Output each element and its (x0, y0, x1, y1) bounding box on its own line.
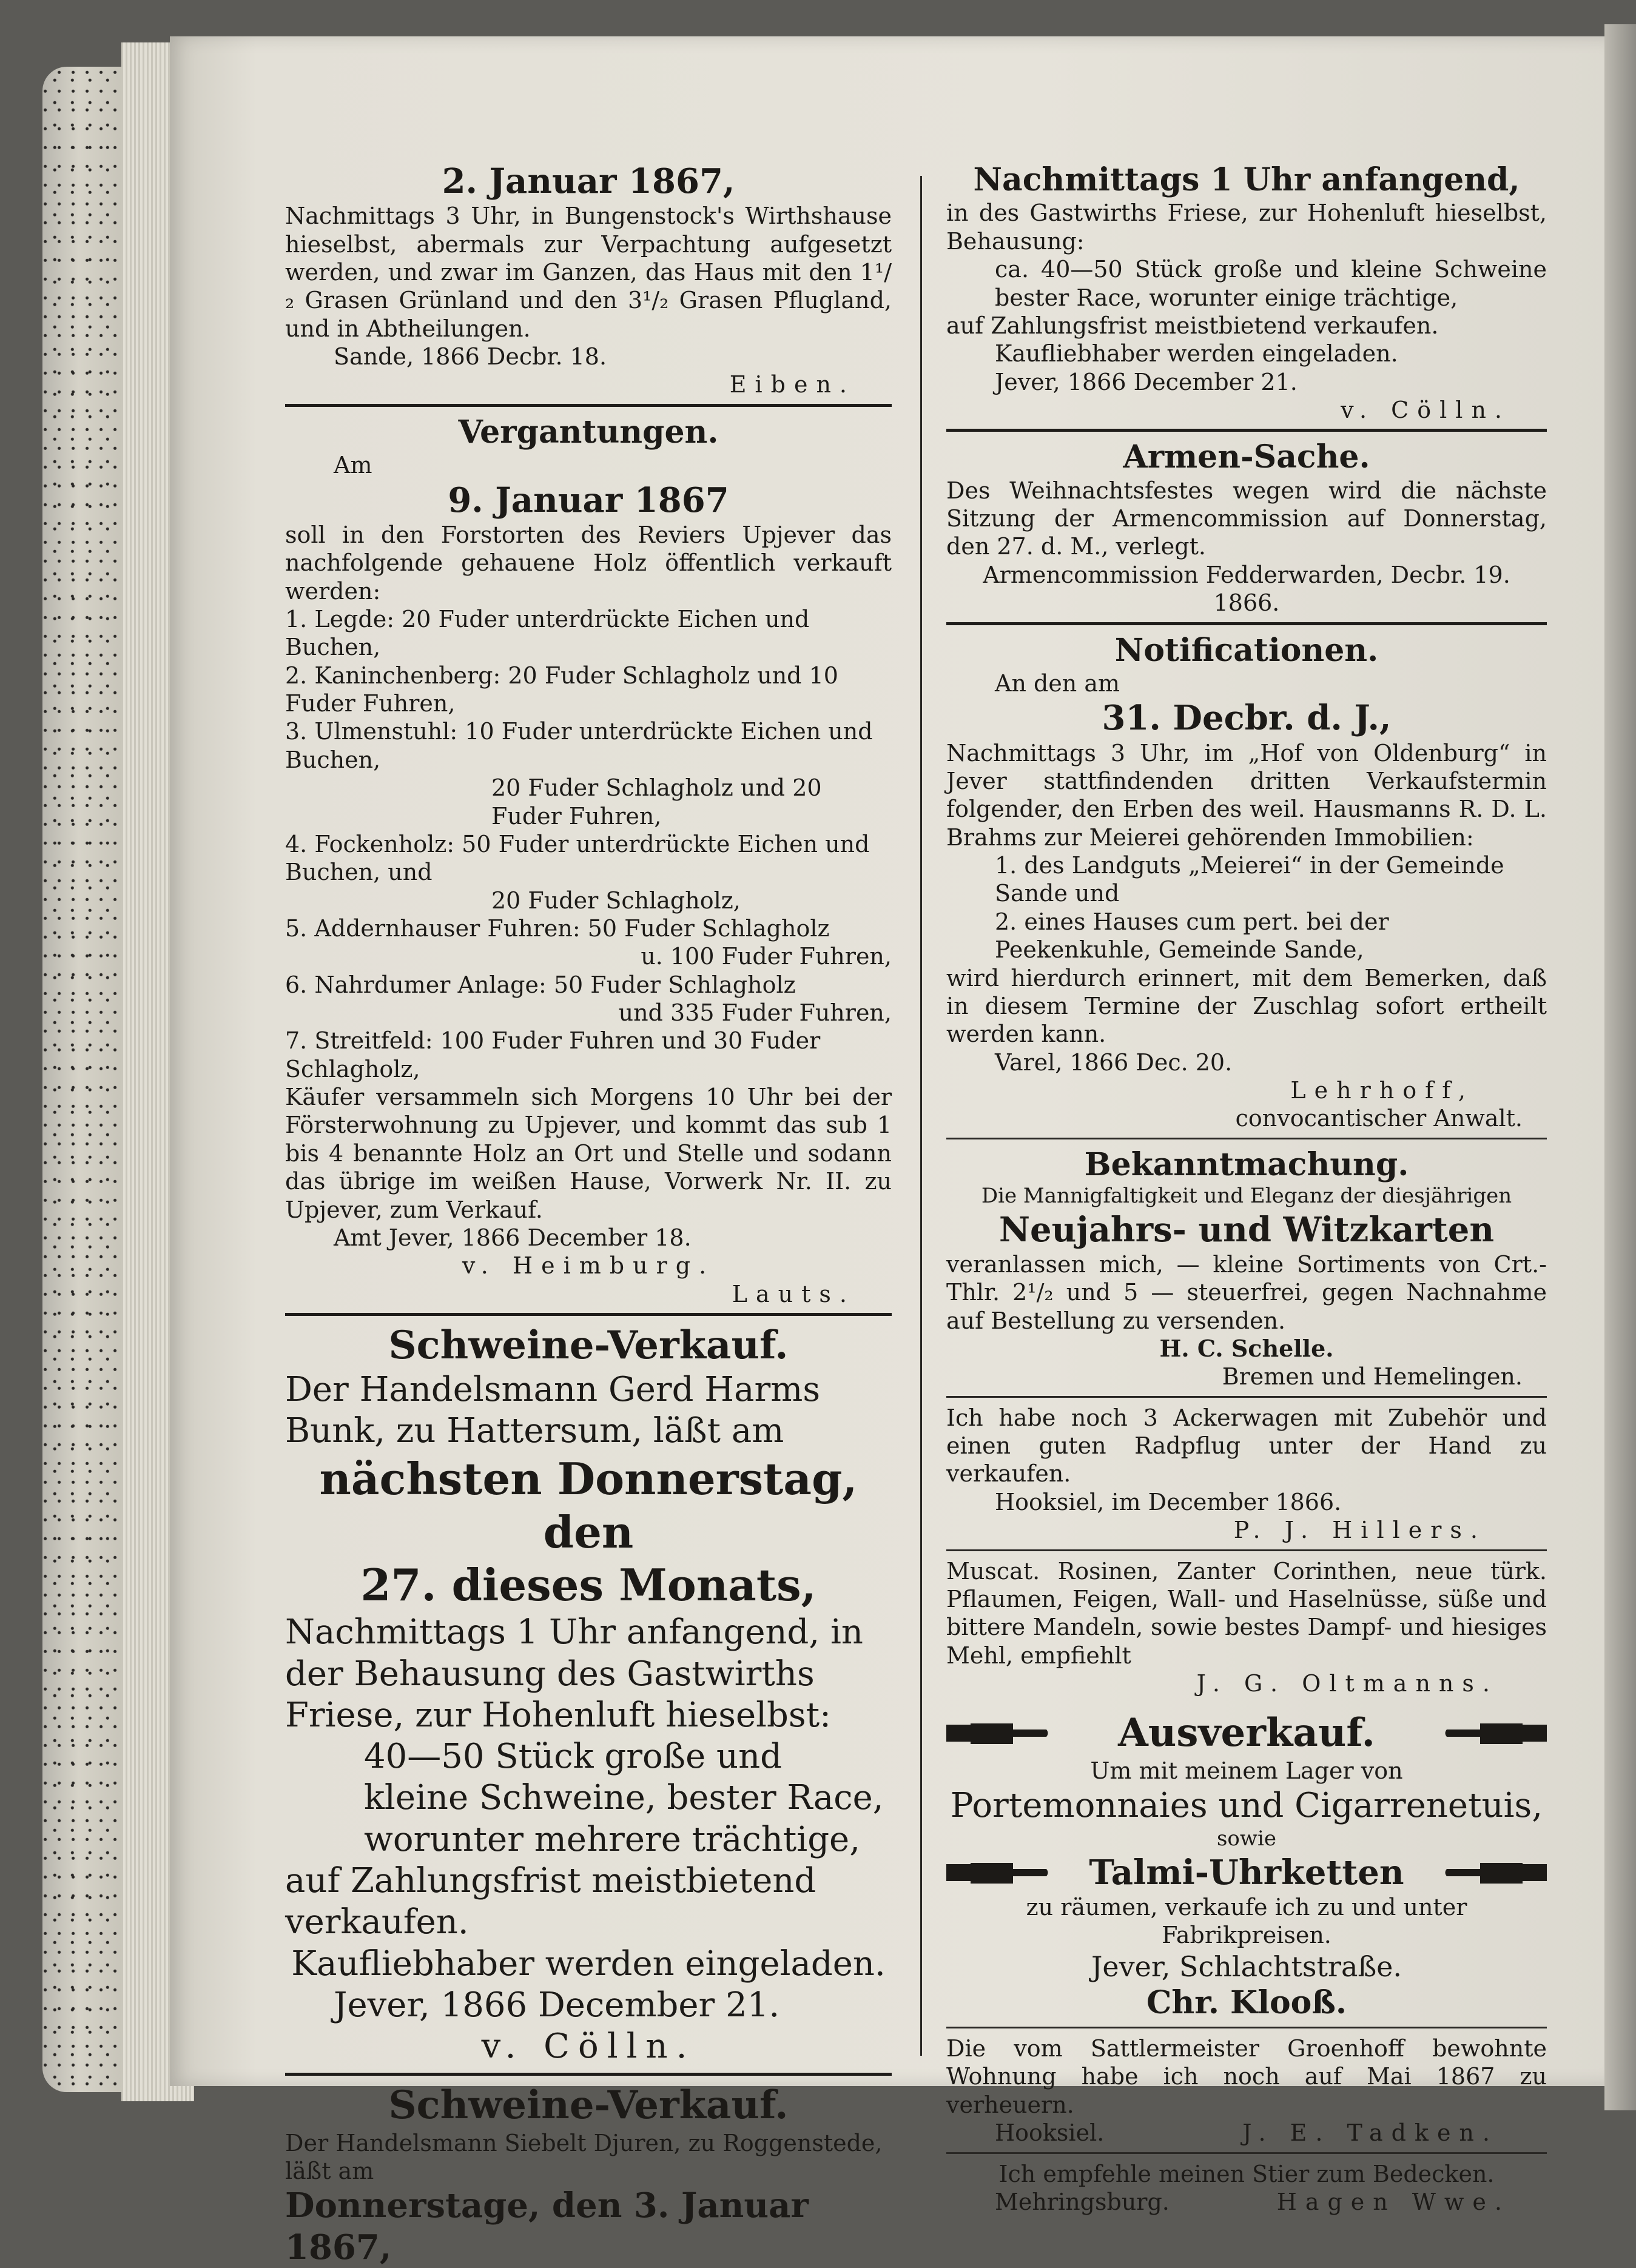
notice-text: zu räumen, verkaufe ich zu und unter Fabrikpreisen. (1026, 1893, 1467, 1949)
notice-place: Jever, 1866 December 21. (334, 1985, 780, 2025)
divider (946, 1396, 1547, 1398)
notice-text: Kaufliebhaber werden eingeladen. (995, 340, 1398, 367)
notice-place: Jever, 1866 December 21. (995, 368, 1298, 395)
notice-signature: v. Heimburg. (462, 1252, 715, 1280)
notice-place: Hooksiel, im December 1866. (995, 1488, 1342, 1515)
notice-date: 2. Januar 1867, (442, 161, 735, 201)
right-column (946, 161, 1547, 2216)
list-item: 20 Fuder Schlagholz, (491, 887, 741, 914)
notice-text: auf Zahlungsfrist meistbietend verkaufen. (285, 1861, 816, 1942)
notice-signature: P. J. Hillers. (1233, 1517, 1486, 1544)
list-item: 5. Addernhauser Fuhren: 50 Fuder Schlagholz (285, 914, 830, 942)
notice-signature: v. Cölln. (481, 2027, 696, 2067)
section-heading: Schweine-Verkauf. (388, 1323, 789, 1368)
section-heading: Vergantungen. (458, 413, 719, 451)
list-item: 4. Fockenholz: 50 Fuder unterdrückte Eichen und Buchen, und (285, 830, 870, 886)
divider (285, 1313, 892, 1316)
notice-date: 31. Decbr. d. J., (1102, 698, 1392, 739)
notice-signature: J. E. Tadken. (1242, 2119, 1498, 2147)
list-item: 20 Fuder Schlagholz und 20 Fuder Fuhren, (491, 774, 822, 830)
notice-place: Amt Jever, 1866 December 18. (334, 1224, 692, 1251)
notice-place: Bremen und Hemelingen. (1222, 1363, 1523, 1391)
list-item: u. 100 Fuder Fuhren, (641, 943, 892, 970)
pointing-hand-right-icon (946, 1856, 1049, 1890)
notice-place: Hooksiel. (995, 2119, 1105, 2147)
notice-time: Nachmittags 1 Uhr anfangend, (973, 161, 1520, 198)
notice-text: ca. 40—50 Stück große und kleine Schweine bester Race, worunter einige trächtige, (995, 256, 1547, 311)
notice-text: sowie (1216, 1827, 1276, 1851)
notice-place: Varel, 1866 Dec. 20. (995, 1048, 1233, 1076)
notice-body: veranlassen mich, — kleine Sortiments von Crt.-Thlr. 2¹/₂ und 5 — steuerfrei, gegen Nachnahme auf Bestellung zu versenden. (946, 1250, 1547, 1334)
notice-text: Um mit meinem Lager von (1090, 1757, 1403, 1785)
divider (946, 429, 1547, 432)
list-item: 3. Ulmenstuhl: 10 Fuder unterdrückte Eichen und Buchen, (285, 718, 873, 773)
notice-am: Am (334, 452, 372, 479)
book-fore-edge (42, 67, 133, 2092)
ausverkauf-heading-row (946, 1709, 1547, 1757)
notice-body: wird hierdurch erinnert, mit dem Bemerken, daß in diesem Termine der Zuschlag sofort ertheilt werden kann. (946, 964, 1547, 1048)
notice-highlight: 27. dieses Monats, (360, 1559, 816, 1611)
notice-date: Donnerstage, den 3. Januar 1867, (285, 2186, 809, 2267)
notice-text: Die Mannigfaltigkeit und Eleganz der diesjährigen (981, 1184, 1512, 1209)
notice-body: Die vom Sattlermeister Groenhoff bewohnte Wohnung habe ich noch auf Mai 1867 zu verheuern. (946, 2035, 1547, 2118)
list-item: 1. des Landguts „Meierei“ in der Gemeinde Sande und (995, 852, 1504, 907)
notice-intro: soll in den Forstorten des Reviers Upjever das nachfolgende gehauene Holz öffentlich verkauft werden: (285, 521, 892, 605)
talmi-row (946, 1852, 1547, 1893)
notice-body: Käufer versammeln sich Morgens 10 Uhr bei der Försterwohnung zu Upjever, und kommt das sub 1 bis 4 benannte Holz an Ort und Stelle und sodann das übrige im weißen Hause, Vorwerk Nr. II. zu Upjever, zum Verkauf. (285, 1084, 892, 1223)
notice-body: Muscat. Rosinen, Zanter Corinthen, neue türk. Pflaumen, Feigen, Wall- und Haselnüsse, süße und bittere Mandeln, sowie bestes Dampf- und hiesiges Mehl, empfiehlt (946, 1557, 1547, 1669)
notice-highlight: nächsten Donnerstag, den (319, 1452, 858, 1558)
section-heading: Ausverkauf. (1118, 1710, 1375, 1756)
list-item: und 335 Fuder Fuhren, (618, 999, 892, 1027)
section-heading: Bekanntmachung. (1084, 1146, 1409, 1183)
pointing-hand-left-icon (1444, 1856, 1547, 1890)
divider (946, 622, 1547, 625)
list-item: 6. Nahrdumer Anlage: 50 Fuder Schlagholz (285, 971, 796, 998)
section-heading: Armen-Sache. (1123, 438, 1370, 476)
left-column (285, 161, 892, 2268)
notice-signature: Lauts. (732, 1280, 855, 1307)
notice-role: convocantischer Anwalt. (1235, 1105, 1523, 1132)
notice-signature: v. Cölln. (1341, 396, 1510, 423)
facing-page-edge (1604, 24, 1636, 2110)
notice-signature: J. G. Oltmanns. (1196, 1669, 1498, 1697)
notice-text: Nachmittags 1 Uhr anfangend, in der Behausung des Gastwirths Friese, zur Hohenluft hieselbst: (285, 1612, 863, 1735)
pointing-hand-right-icon (946, 1716, 1049, 1750)
divider (946, 1549, 1547, 1551)
divider (285, 2073, 892, 2076)
divider (946, 2027, 1547, 2028)
list-item: 2. Kaninchenberg: 20 Fuder Schlagholz und 10 Fuder Fuhren, (285, 662, 838, 717)
notice-text: 40—50 Stück große und kleine Schweine, bester Race, worunter mehrere trächtige, (364, 1737, 884, 1859)
signature-row (946, 2188, 1547, 2216)
notice-text: An den am (995, 669, 1120, 697)
notice-body: Ich empfehle meinen Stier zum Bedecken. (998, 2160, 1495, 2187)
notice-body: Nachmittags 3 Uhr, im „Hof von Oldenburg“ in Jever stattfindenden dritten Verkaufstermin folgender, den Erben des weil. Hausmanns R. D. L. Brahms zur Meierei gehörenden Immobilien: (946, 739, 1547, 851)
notice-body: Ich habe noch 3 Ackerwagen mit Zubehör und einen guten Radpflug unter der Hand zu verkaufen. (946, 1404, 1547, 1488)
list-item: 2. eines Hauses cum pert. bei der Peekenkuhle, Gemeinde Sande, (995, 908, 1389, 964)
list-item: 7. Streitfeld: 100 Fuder Fuhren und 30 Fuder Schlagholz, (285, 1027, 821, 1082)
column-divider (920, 176, 922, 2056)
notice-body: Nachmittags 3 Uhr, in Bungenstock's Wirthshause hieselbst, abermals zur Verpachtung aufgesetzt werden, und zwar im Ganzen, das Haus mit den 1¹/₂ Grasen Grünland und den 3¹/₂ Grasen Pflugland, und in Abtheilungen. (285, 203, 892, 342)
notice-signature: H. C. Schelle. (1159, 1334, 1334, 1362)
notice-signature: Lehrhoff, (1290, 1076, 1474, 1104)
notice-text: Der Handelsmann Gerd Harms Bunk, zu Hattersum, läßt am (285, 1370, 821, 1451)
signature-row (946, 2119, 1547, 2147)
notice-place: Sande, 1866 Decbr. 18. (334, 343, 607, 371)
divider (946, 1138, 1547, 1139)
section-heading: Notificationen. (1114, 631, 1379, 669)
pointing-hand-left-icon (1444, 1716, 1547, 1750)
notice-place: Mehringsburg. (995, 2188, 1170, 2215)
notice-body: Des Weihnachtsfestes wegen wird die nächste Sitzung der Armencommission auf Donnerstag, den 27. d. M., verlegt. (946, 477, 1547, 560)
notice-signature: Armencommission Fedderwarden, Decbr. 19. 1866. (983, 561, 1510, 617)
divider (946, 2152, 1547, 2154)
notice-place: Jever, Schlachtstraße. (1091, 1950, 1402, 1983)
notice-text: Kaufliebhaber werden eingeladen. (291, 1944, 886, 1984)
section-heading: Schweine-Verkauf. (388, 2082, 789, 2128)
notice-text: in des Gastwirths Friese, zur Hohenluft hieselbst, Behausung: (946, 200, 1547, 255)
notice-signature: Chr. Klooß. (1146, 1984, 1347, 2021)
notice-date: 9. Januar 1867 (448, 480, 729, 520)
notice-signature: Hagen Wwe. (1276, 2188, 1510, 2215)
notice-highlight: Neujahrs- und Witzkarten (998, 1209, 1495, 1250)
notice-text: Der Handelsmann Siebelt Djuren, zu Roggenstede, läßt am (285, 2129, 883, 2185)
notice-signature: Eiben. (729, 371, 855, 398)
notice-text: auf Zahlungsfrist meistbietend verkaufen. (946, 312, 1439, 339)
divider (285, 404, 892, 407)
list-item: 1. Legde: 20 Fuder unterdrückte Eichen und Buchen, (285, 606, 810, 661)
notice-highlight: Portemonnaies und Cigarrenetuis, (950, 1785, 1543, 1825)
notice-highlight: Talmi-Uhrketten (1089, 1852, 1404, 1893)
